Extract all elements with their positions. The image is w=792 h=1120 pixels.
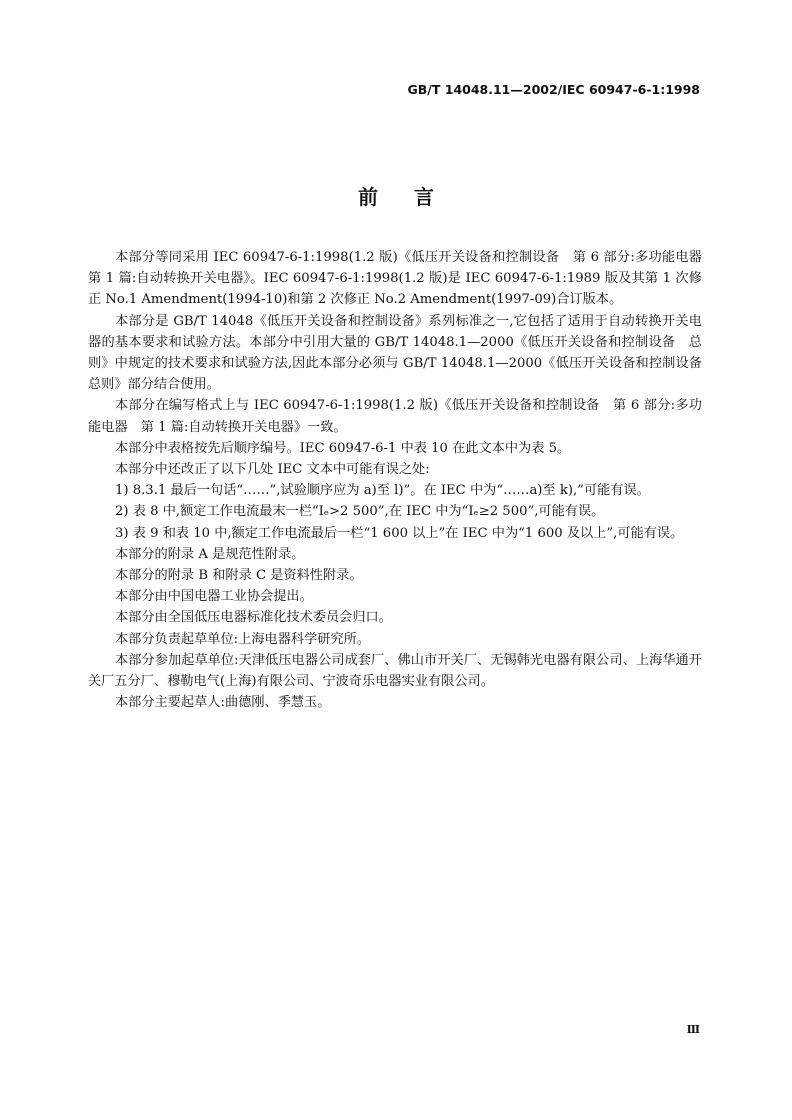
paragraph-4: 本部分中表格按先后顺序编号。IEC 60947-6-1 中表 10 在此文本中为表 5。 <box>115 440 571 456</box>
paragraph-9: 本部分的附录 A 是规范性附录。 <box>115 546 305 562</box>
standard-code-header: GB/T 14048.11—2002/IEC 60947-6-1:1998 <box>407 82 700 97</box>
paragraph-13: 本部分负责起草单位:上海电器科学研究所。 <box>115 631 371 647</box>
document-body <box>88 247 716 713</box>
paragraph-10: 本部分的附录 B 和附录 C 是资料性附录。 <box>115 568 363 584</box>
paragraph-1: 本部分等同采用 IEC 60947-6-1:1998(1.2 版)《低压开关设备和控制设备 第 6 部分:多功能电器 第 1 篇:自动转换开关电器》。IEC 60947-6-1:1998(1.2 版)是 IEC 60947-6-1:1989 版及其第 1 次修正 No.1 Amendment(1994-10)和第 2 次修正 No.2 Amendment(1997-09)合订版本。 <box>88 250 716 308</box>
paragraph-2: 本部分是 GB/T 14048《低压开关设备和控制设备》系列标准之一,它包括了适用于自动转换开关电器的基本要求和试验方法。本部分中引用大量的 GB/T 14048.1—2000《低压开关设备和控制设备 总则》中规定的技术要求和试验方法,因此本部分必须与 GB/T 14048.1—2000《低压开关设备和控制设备 总则》部分结合使用。 <box>88 313 716 393</box>
paragraph-11: 本部分由中国电器工业协会提出。 <box>115 589 313 605</box>
page-number: Ⅲ <box>686 1023 700 1036</box>
paragraph-15: 本部分主要起草人:曲德刚、季慧玉。 <box>115 695 331 711</box>
paragraph-3: 本部分在编写格式上与 IEC 60947-6-1:1998(1.2 版)《低压开关设备和控制设备 第 6 部分:多功能电器 第 1 篇:自动转换开关电器》一致。 <box>88 398 702 435</box>
page-title: 前言 <box>358 185 470 209</box>
paragraph-5: 本部分中还改正了以下几处 IEC 文本中可能有误之处: <box>115 462 430 478</box>
list-item-3: 3) 表 9 和表 10 中,额定工作电流最后一栏“1 600 以上”在 IEC 中为“1 600 及以上”,可能有误。 <box>115 525 684 541</box>
paragraph-14: 本部分参加起草单位:天津低压电器公司成套厂、佛山市开关厂、无锡韩光电器有限公司、上海华通开关厂五分厂、穆勒电气(上海)有限公司、宁波奇乐电器实业有限公司。 <box>88 652 702 690</box>
list-item-2: 2) 表 8 中,额定工作电流最末一栏“Iₑ>2 500”,在 IEC 中为“Iₑ≥2 500”,可能有误。 <box>115 504 605 520</box>
list-item-1: 1) 8.3.1 最后一句话“……”,试验顺序应为 a)至 l)”。在 IEC 中为“……a)至 k),”可能有误。 <box>115 483 650 499</box>
paragraph-12: 本部分由全国低压电器标准化技术委员会归口。 <box>115 610 392 626</box>
